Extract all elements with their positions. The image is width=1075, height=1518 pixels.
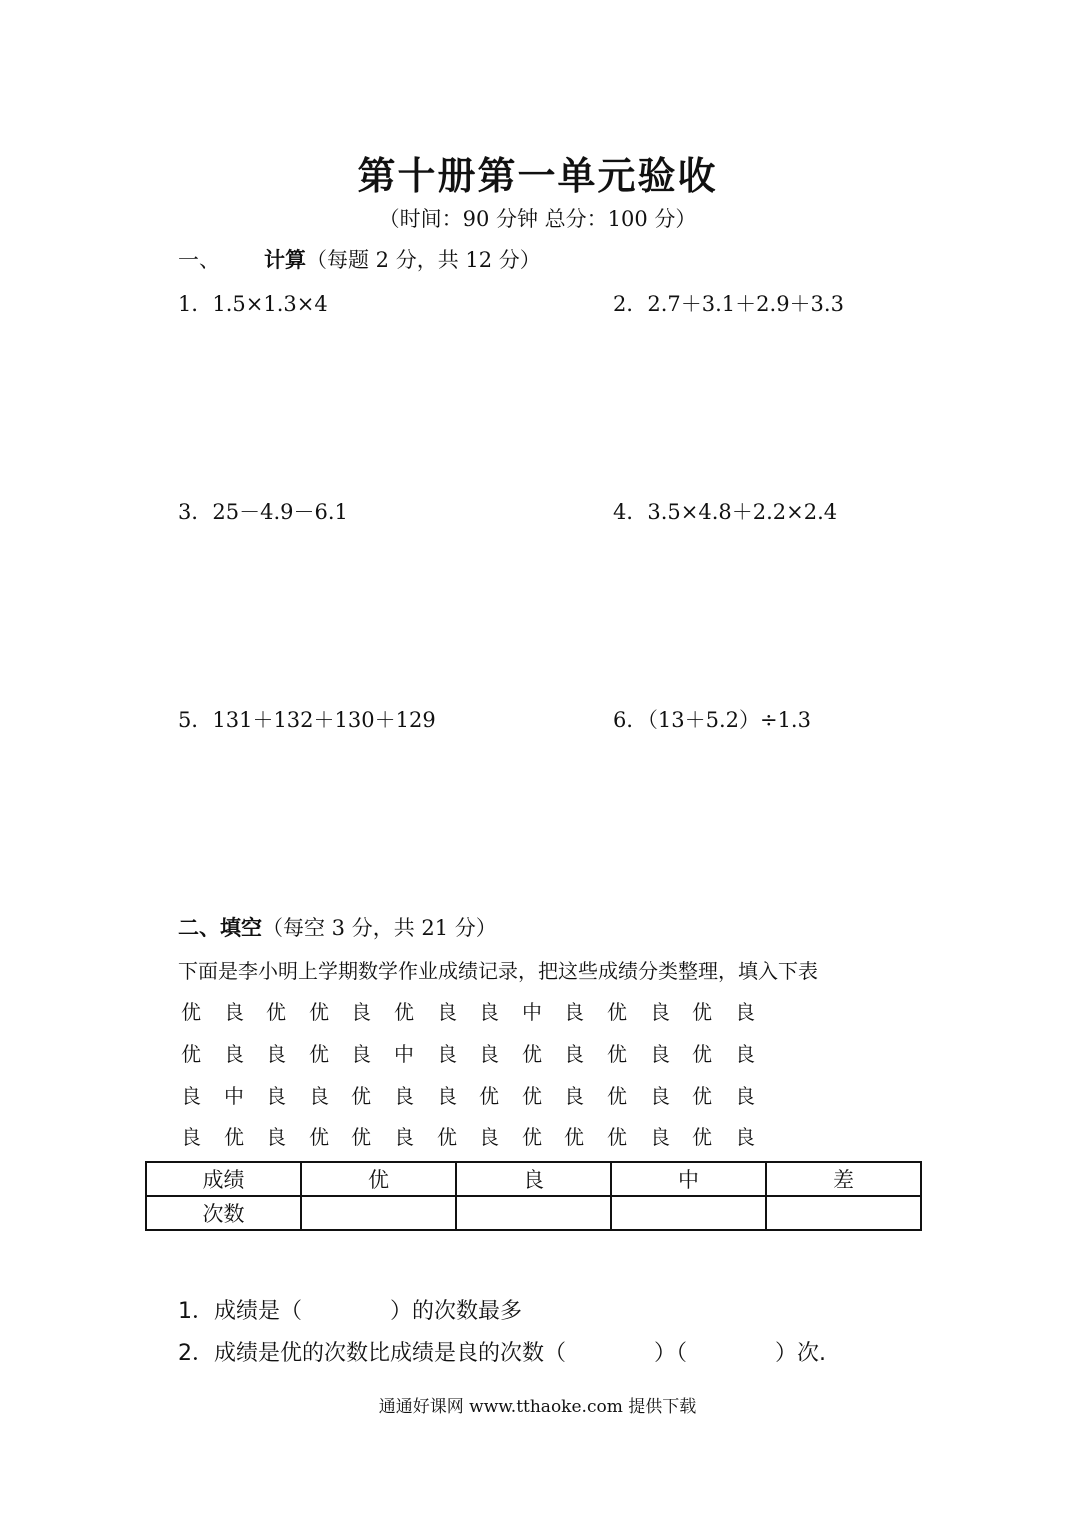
problem-4: 4．3.5×4.8＋2.2×2.4 bbox=[613, 500, 838, 524]
grade-mark: 良 bbox=[479, 1125, 499, 1149]
section-1-number: 一、 bbox=[178, 248, 220, 272]
grade-mark: 优 bbox=[224, 1125, 244, 1149]
grade-mark: 良 bbox=[351, 1000, 371, 1024]
problem-2: 2．2.7＋3.1＋2.9＋3.3 bbox=[613, 292, 844, 316]
grade-mark: 中 bbox=[522, 1000, 542, 1024]
grade-mark: 良 bbox=[650, 1084, 670, 1108]
grade-mark: 良 bbox=[735, 1042, 755, 1066]
grade-mark: 良 bbox=[437, 1084, 457, 1108]
grade-mark: 中 bbox=[394, 1042, 414, 1066]
footer-source: 通通好课网 www.tthaoke.com 提供下载 bbox=[378, 1397, 697, 1417]
grade-mark: 优 bbox=[692, 1000, 712, 1024]
problem-6: 6．（13＋5.2）÷1.3 bbox=[613, 708, 811, 732]
grade-mark: 良 bbox=[735, 1000, 755, 1024]
question-1: 1．成绩是（ ）的次数最多 bbox=[178, 1299, 522, 1324]
page-title: 第十册第一单元验收 bbox=[357, 153, 718, 198]
grade-mark: 良 bbox=[266, 1042, 286, 1066]
grade-mark: 优 bbox=[181, 1042, 201, 1066]
grade-mark: 良 bbox=[224, 1042, 244, 1066]
grade-mark: 良 bbox=[564, 1042, 584, 1066]
grade-mark: 良 bbox=[650, 1000, 670, 1024]
grade-mark: 良 bbox=[309, 1084, 329, 1108]
grade-mark: 良 bbox=[437, 1000, 457, 1024]
grade-mark: 良 bbox=[351, 1042, 371, 1066]
column-good: 良 bbox=[456, 1162, 611, 1196]
score-table-count-row bbox=[146, 1196, 921, 1230]
grade-mark: 良 bbox=[266, 1125, 286, 1149]
grade-mark: 优 bbox=[181, 1000, 201, 1024]
grade-mark: 优 bbox=[522, 1084, 542, 1108]
grade-mark: 优 bbox=[479, 1084, 499, 1108]
column-poor: 差 bbox=[766, 1162, 921, 1196]
count-cell-poor[interactable] bbox=[766, 1196, 921, 1230]
grade-mark: 良 bbox=[394, 1084, 414, 1108]
instruction-text: 下面是李小明上学期数学作业成绩记录，把这些成绩分类整理，填入下表 bbox=[178, 959, 818, 983]
section-1-header bbox=[178, 244, 541, 274]
grade-mark: 良 bbox=[266, 1084, 286, 1108]
grade-mark: 良 bbox=[181, 1084, 201, 1108]
grade-mark: 优 bbox=[522, 1125, 542, 1149]
grade-mark: 优 bbox=[522, 1042, 542, 1066]
section-1-note: （每题 2 分，共 12 分） bbox=[306, 248, 541, 272]
grade-mark: 优 bbox=[564, 1125, 584, 1149]
column-excellent: 优 bbox=[301, 1162, 456, 1196]
row-header-grade: 成绩 bbox=[146, 1162, 301, 1196]
grade-mark: 良 bbox=[181, 1125, 201, 1149]
row-header-count: 次数 bbox=[146, 1196, 301, 1230]
count-cell-good[interactable] bbox=[456, 1196, 611, 1230]
grade-mark: 良 bbox=[650, 1125, 670, 1149]
exam-info: （时间：90 分钟 总分：100 分） bbox=[378, 207, 697, 231]
grade-mark: 优 bbox=[309, 1042, 329, 1066]
score-table-header-row bbox=[146, 1162, 921, 1196]
grade-mark: 优 bbox=[309, 1125, 329, 1149]
grade-mark: 良 bbox=[735, 1084, 755, 1108]
grade-mark: 优 bbox=[692, 1125, 712, 1149]
problem-1: 1．1.5×1.3×4 bbox=[178, 292, 328, 316]
grade-mark: 优 bbox=[692, 1084, 712, 1108]
grade-mark: 中 bbox=[224, 1084, 244, 1108]
grade-mark: 良 bbox=[479, 1042, 499, 1066]
question-2: 2．成绩是优的次数比成绩是良的次数（ ）（ ）次. bbox=[178, 1341, 826, 1366]
problem-5: 5．131＋132＋130＋129 bbox=[178, 708, 436, 732]
grade-mark: 良 bbox=[394, 1125, 414, 1149]
score-table bbox=[145, 1161, 922, 1231]
section-2-header bbox=[178, 912, 497, 942]
grade-mark: 优 bbox=[351, 1084, 371, 1108]
grade-mark: 优 bbox=[437, 1125, 457, 1149]
grade-mark: 良 bbox=[564, 1000, 584, 1024]
grade-mark: 优 bbox=[607, 1000, 627, 1024]
grade-mark: 良 bbox=[735, 1125, 755, 1149]
grade-mark: 优 bbox=[607, 1084, 627, 1108]
grade-mark: 优 bbox=[351, 1125, 371, 1149]
column-average: 中 bbox=[611, 1162, 766, 1196]
grade-mark: 优 bbox=[692, 1042, 712, 1066]
grade-mark: 优 bbox=[309, 1000, 329, 1024]
grade-mark: 优 bbox=[394, 1000, 414, 1024]
count-cell-excellent[interactable] bbox=[301, 1196, 456, 1230]
grade-mark: 良 bbox=[437, 1042, 457, 1066]
grade-mark: 良 bbox=[564, 1084, 584, 1108]
grade-mark: 良 bbox=[650, 1042, 670, 1066]
section-2-note: （每空 3 分，共 21 分） bbox=[262, 916, 497, 940]
grade-mark: 良 bbox=[224, 1000, 244, 1024]
grade-mark: 优 bbox=[266, 1000, 286, 1024]
grade-mark: 优 bbox=[607, 1125, 627, 1149]
problem-3: 3．25－4.9－6.1 bbox=[178, 500, 348, 524]
section-2-heading: 二、填空 bbox=[178, 916, 262, 940]
count-cell-average[interactable] bbox=[611, 1196, 766, 1230]
section-1-heading: 计算 bbox=[264, 248, 306, 272]
grade-mark: 良 bbox=[479, 1000, 499, 1024]
grade-mark: 优 bbox=[607, 1042, 627, 1066]
